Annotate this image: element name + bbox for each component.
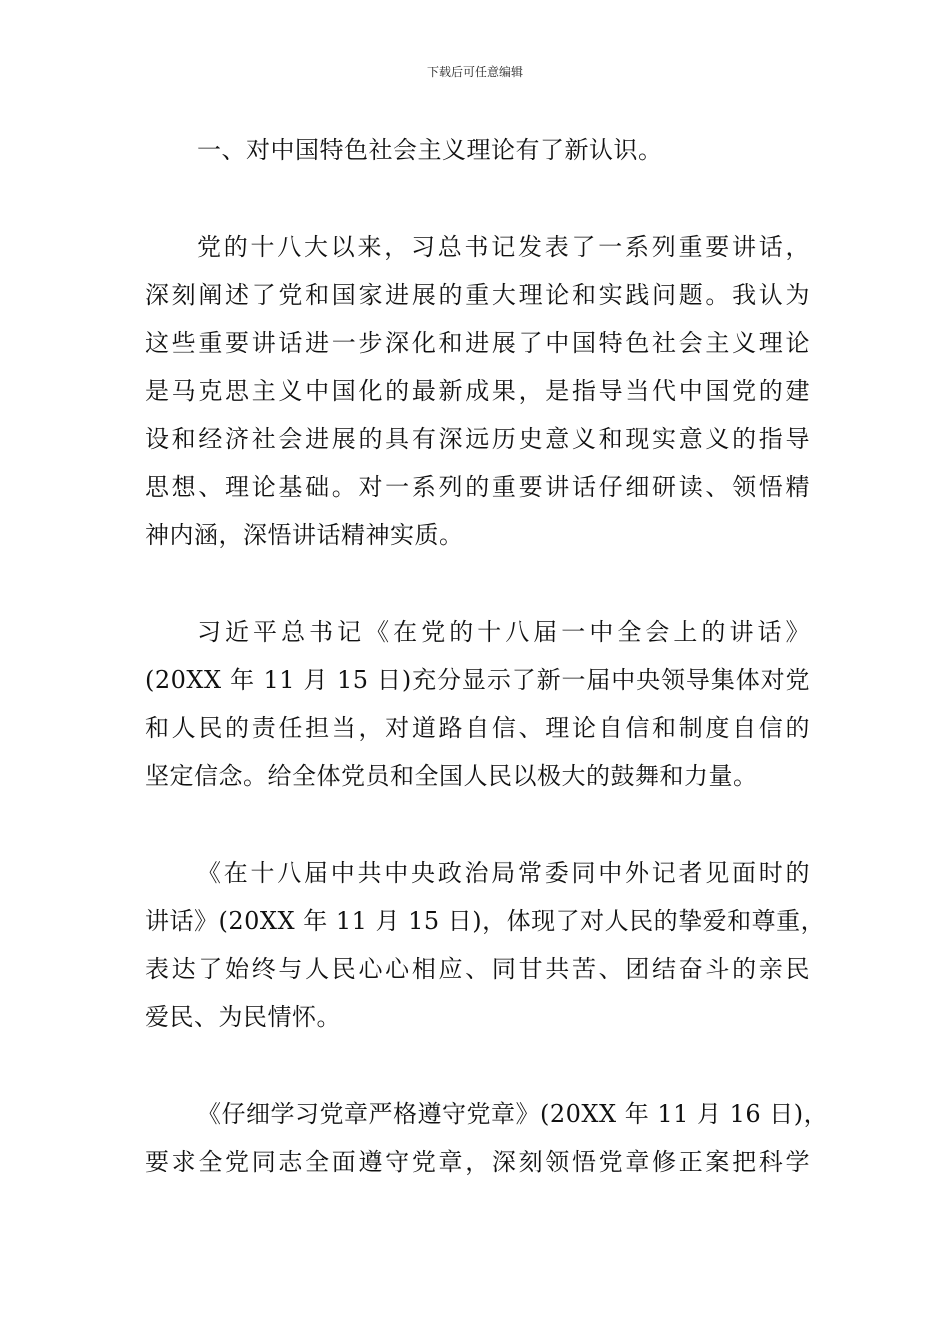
paragraph-line: 设和经济社会进展的具有深远历史意义和现实意义的指导 <box>145 425 810 453</box>
paragraph-line: 思想、理论基础。对一系列的重要讲话仔细研读、领悟精 <box>145 473 810 501</box>
paragraph-line: 习近平总书记《在党的十八届一中全会上的讲话》 <box>197 618 810 646</box>
paragraph <box>145 849 826 1041</box>
paragraph-line: 《仔细学习党章严格遵守党章》(20XX 年 11 月 16 日)， <box>197 1100 829 1128</box>
header-note: 下载后可任意编辑 <box>426 65 523 79</box>
document-body <box>145 126 829 1186</box>
paragraph-line: 坚定信念。给全体党员和全国人民以极大的鼓舞和力量。 <box>145 762 758 790</box>
paragraph-line: 《在十八届中共中央政治局常委同中外记者见面时的 <box>197 859 810 887</box>
paragraph <box>145 223 810 559</box>
paragraph-line: 爱民、为民情怀。 <box>145 1003 341 1031</box>
paragraph-line: 讲话》(20XX 年 11 月 15 日)，体现了对人民的挚爱和尊重， <box>145 907 826 935</box>
paragraph-line: 和人民的责任担当，对道路自信、理论自信和制度自信的 <box>145 714 810 742</box>
paragraph-line: 这些重要讲话进一步深化和进展了中国特色社会主义理论 <box>145 329 810 357</box>
paragraph-line: (20XX 年 11 月 15 日)充分显示了新一届中央领导集体对党 <box>145 666 810 694</box>
paragraph-line: 表达了始终与人民心心相应、同甘共苦、团结奋斗的亲民 <box>145 955 810 983</box>
paragraph <box>145 1090 829 1186</box>
paragraph-line: 是马克思主义中国化的最新成果，是指导当代中国党的建 <box>145 377 810 405</box>
paragraph <box>145 608 810 800</box>
paragraph-line: 党的十八大以来，习总书记发表了一系列重要讲话， <box>197 233 810 261</box>
paragraph-line: 深刻阐述了党和国家进展的重大理论和实践问题。我认为 <box>145 281 810 309</box>
heading-line: 一、对中国特色社会主义理论有了新认识。 <box>197 136 663 164</box>
paragraph-line: 要求全党同志全面遵守党章，深刻领悟党章修正案把科学 <box>145 1148 810 1176</box>
paragraph-heading <box>145 126 810 174</box>
paragraph-line: 神内涵，深悟讲话精神实质。 <box>145 521 464 549</box>
